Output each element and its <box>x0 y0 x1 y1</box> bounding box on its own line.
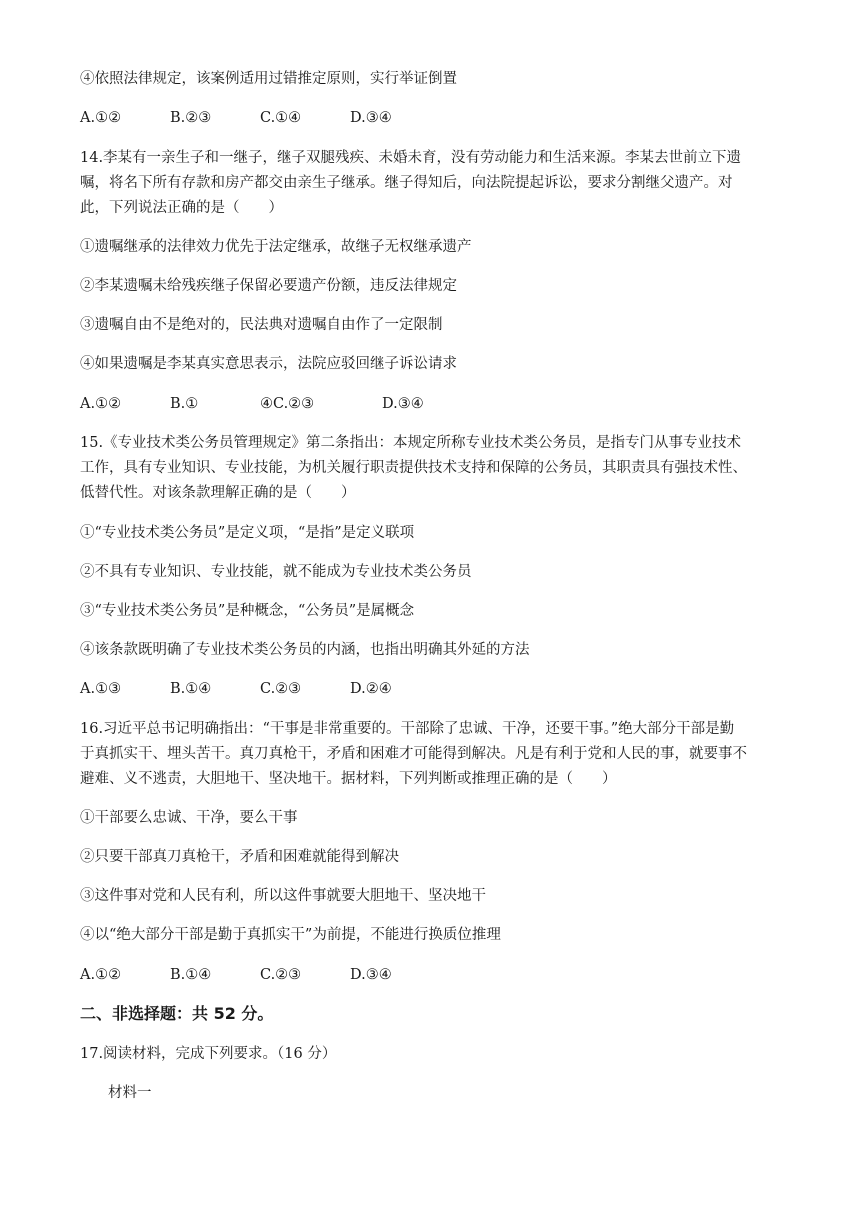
q16-item-1: ①干部要么忠诚、干净，要么干事 <box>80 810 298 826</box>
section-heading: 二、非选择题：共 52 分。 <box>80 1004 274 1023</box>
q13-item-4: ④依照法律规定，该案例适用过错推定原则，实行举证倒置 <box>80 71 457 87</box>
q15-stem-line-2: 工作，具有专业知识、专业技能，为机关履行职责提供技术支持和保障的公务员，其职责具有强技术性、 <box>80 460 747 476</box>
q16-option-c: C.②③ <box>260 967 302 983</box>
q15-option-c: C.②③ <box>260 681 302 697</box>
q13-option-a: A.①② <box>80 110 122 126</box>
q16-stem-line-3: 避难、义不逃责，大胆地干、坚决地干。据材料，下列判断或推理正确的是（ ） <box>80 771 617 787</box>
q14-item-2: ②李某遗嘱未给残疾继子保留必要遗产份额，违反法律规定 <box>80 278 457 294</box>
q16-item-3: ③这件事对党和人民有利，所以这件事就要大胆地干、坚决地干 <box>80 888 486 904</box>
q16-stem-line-1: 16.习近平总书记明确指出：“干事是非常重要的。干部除了忠诚、干净，还要干事。”绝大部分干部是勤 <box>80 721 735 737</box>
q14-option-a: A.①② <box>80 396 122 412</box>
q14-stem-line-2: 嘱，将名下所有存款和房产都交由亲生子继承。继子得知后，向法院提起诉讼，要求分割继父遗产。对 <box>80 175 733 191</box>
q13-option-c: C.①④ <box>260 110 302 126</box>
q15-option-d: D.②④ <box>350 681 392 697</box>
q15-item-4: ④该条款既明确了专业技术类公务员的内涵，也指出明确其外延的方法 <box>80 642 530 658</box>
q16-option-a: A.①② <box>80 967 122 983</box>
q14-item-4: ④如果遗嘱是李某真实意思表示，法院应驳回继子诉讼请求 <box>80 356 457 372</box>
q14-option-b: B.① <box>170 396 199 412</box>
q13-options <box>80 108 780 128</box>
q15-option-a: A.①③ <box>80 681 122 697</box>
q14-options <box>80 394 780 414</box>
q17-material-label: 材料一 <box>108 1085 152 1101</box>
q15-item-1: ①“专业技术类公务员”是定义项，“是指”是定义联项 <box>80 525 415 541</box>
q16-item-4: ④以“绝大部分干部是勤于真抓实干”为前提，不能进行换质位推理 <box>80 927 501 943</box>
q15-stem-line-3: 低替代性。对该条款理解正确的是（ ） <box>80 485 356 501</box>
q14-option-c: ④C.②③ <box>260 396 315 412</box>
q13-option-b: B.②③ <box>170 110 212 126</box>
q16-options <box>80 965 780 985</box>
q17-stem: 17.阅读材料，完成下列要求。（16 分） <box>80 1046 337 1062</box>
q15-stem-line-1: 15.《专业技术类公务员管理规定》第二条指出：本规定所称专业技术类公务员，是指专门从事专业技术 <box>80 435 742 451</box>
q14-item-1: ①遗嘱继承的法律效力优先于法定继承，故继子无权继承遗产 <box>80 239 472 255</box>
q15-option-b: B.①④ <box>170 681 212 697</box>
q15-item-3: ③“专业技术类公务员”是种概念，“公务员”是属概念 <box>80 603 415 619</box>
q13-option-d: D.③④ <box>350 110 392 126</box>
q14-option-d: D.③④ <box>382 396 424 412</box>
q16-stem-line-2: 于真抓实干、埋头苦干。真刀真枪干，矛盾和困难才可能得到解决。凡是有利于党和人民的事，就要事不 <box>80 746 747 762</box>
q15-options <box>80 679 780 699</box>
q16-option-d: D.③④ <box>350 967 392 983</box>
q14-stem-line-1: 14.李某有一亲生子和一继子，继子双腿残疾、未婚未育，没有劳动能力和生活来源。李某去世前立下遗 <box>80 150 742 166</box>
q15-item-2: ②不具有专业知识、专业技能，就不能成为专业技术类公务员 <box>80 564 472 580</box>
q16-option-b: B.①④ <box>170 967 212 983</box>
q14-stem-line-3: 此，下列说法正确的是（ ） <box>80 200 283 216</box>
q14-item-3: ③遗嘱自由不是绝对的，民法典对遗嘱自由作了一定限制 <box>80 317 443 333</box>
q16-item-2: ②只要干部真刀真枪干，矛盾和困难就能得到解决 <box>80 849 399 865</box>
